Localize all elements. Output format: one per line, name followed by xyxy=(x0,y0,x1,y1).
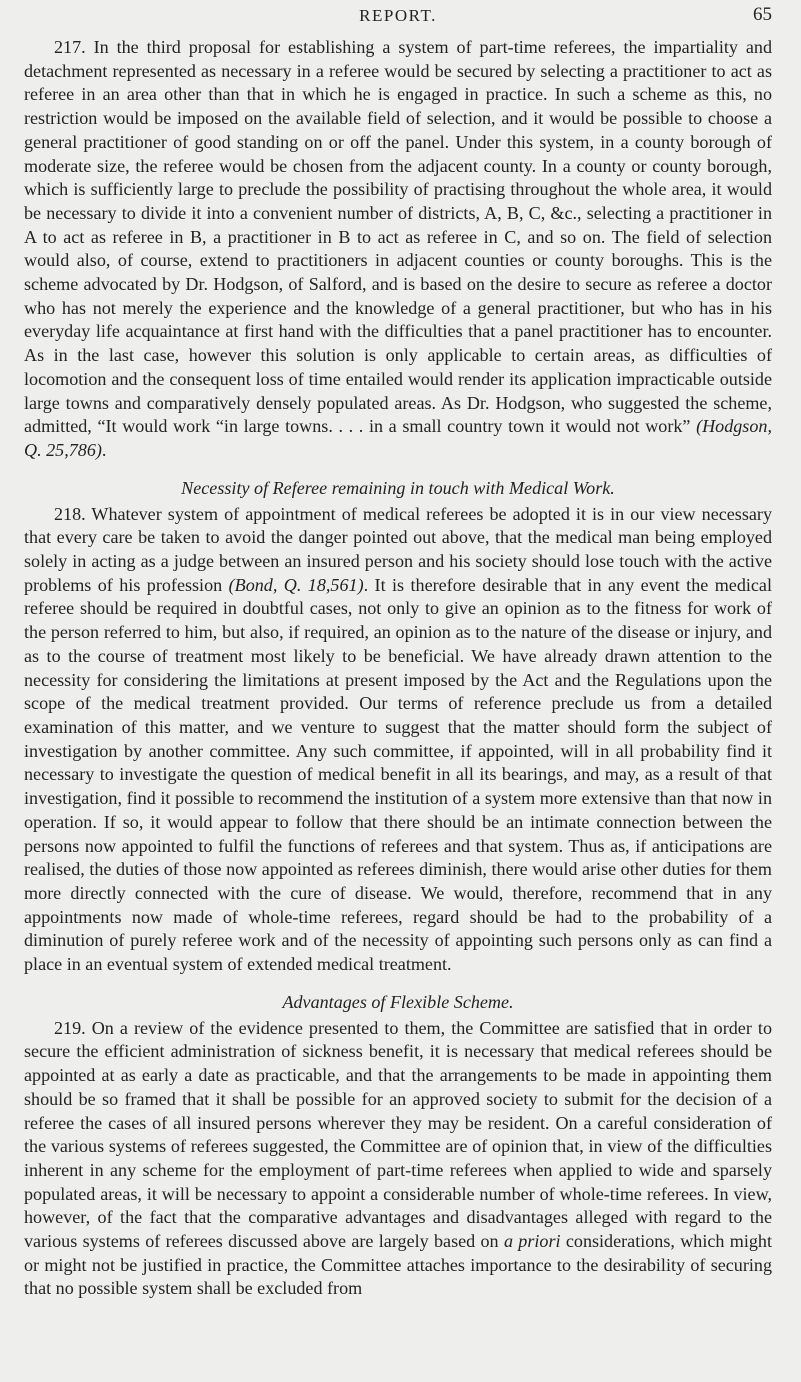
citation: (Hodgson, Q. 25,786) xyxy=(24,416,772,460)
paragraph-number: 219. xyxy=(54,1017,86,1038)
paragraph-218 xyxy=(24,503,772,977)
paragraph-tail: considerations, which might or might not be justified in practice, the Committee attaches importance to the desirability of securing that no possible system shall be excluded from xyxy=(24,1231,772,1299)
page-number: 65 xyxy=(753,4,772,25)
running-header-title: REPORT. xyxy=(359,6,437,25)
paragraph-body: On a review of the evidence presented to them, the Committee are satisfied that in order to secure the efficient administration of sickness benefit, it is necessary that medical referees should be appointed at as early a date as practicable, and that the arrangements to be made in appointing them should be so framed that it shall be possible for an approved society to submit for the decision of a referee the cases of all insured persons wherever they may be resident. On a careful consideration of the various systems of referees suggested, the Committee are of opinion that, in view of the difficulties inherent in any scheme for the employment of part-time referees when applied to wide and sparsely populated areas, it will be necessary to appoint a considerable number of whole-time referees. In view, however, of the fact that the comparative advantages and disadvantages alleged with regard to the various systems of referees discussed above are largely based on xyxy=(24,1017,772,1252)
section-heading: Advantages of Flexible Scheme. xyxy=(282,991,514,1012)
paragraph-tail: . xyxy=(101,439,107,460)
citation: a priori xyxy=(503,1231,561,1252)
paragraph-number: 217. xyxy=(54,37,86,57)
paragraph-body: In the third proposal for establishing a system of part-time referees, the impartiality and detachment represented as necessary in a referee would be secured by selecting a practitioner to act as referee in an area other than that in which he is engaged in practice. In such a scheme as this, no restriction would be imposed on the available field of selection, and it would be possible to choose a general practitioner of good standing on or off the panel. Under this system, in a county borough of moderate size, the referee would be chosen from the adjacent county. In a county or county borough, which is sufficiently large to preclude the possibility of practising throughout the whole area, it would be necessary to divide it into a convenient number of districts, A, B, C, &c., selecting a practitioner in A to act as referee in B, a practitioner in B to act as referee in C, and so on. The field of selection would also, of course, extend to practitioners in adjacent counties or county boroughs. This is the scheme advocated by Dr. Hodgson, of Salford, and is based on the desire to secure as referee a doctor who has not merely the experience and the knowledge of a general practitioner, but who has in his everyday life acquaintance at first hand with the difficulties that a panel practitioner has to encounter. As in the last case, however this solution is only applicable to certain areas, as difficulties of locomotion and the consequent loss of time entailed would render its application impracticable outside large towns and comparatively densely populated areas. As Dr. Hodgson, who suggested the scheme, admitted, “It would work “in large towns. . . . in a small country town it would not work” xyxy=(24,37,772,437)
citation: (Bond, Q. 18,561) xyxy=(228,574,364,595)
section-heading: Necessity of Referee remaining in touch with Medical Work. xyxy=(181,477,615,498)
paragraph-219 xyxy=(24,1017,772,1301)
paragraph-tail: . It is therefore desirable that in any event the medical referee should be required in doubtful cases, not only to give an opinion as to the fitness for work of the person referred to him, but also, if required, an opinion as to the nature of the disease or injury, and as to the course of treatment most likely to be beneficial. We have already drawn attention to the necessity for considering the limitations at present imposed by the Act and the Regulations upon the scope of the medical treatment provided. Our terms of reference preclude us from a detailed examination of this matter, and we venture to suggest that the matter should form the subject of investigation by another committee. Any such committee, if appointed, will in all probability find it necessary to investigate the question of medical benefit in all its bearings, and may, as a result of that investigation, find it possible to recommend the institution of a system more extensive than that now in operation. If so, it would appear to follow that there should be an intimate connection between the persons now appointed to fulfil the functions of referees and that system. Thus as, if anticipations are realised, the duties of those now appointed as referees diminish, there would arise other duties for them more directly connected with the cure of disease. We would, therefore, recommend that in any appointments now made of whole-time referees, regard should be had to the probability of a diminution of purely referee work and of the necessity of appointing such persons only as can find a place in an eventual system of extended medical treatment. xyxy=(24,574,772,975)
running-header xyxy=(24,0,772,36)
paragraph-217 xyxy=(24,36,772,463)
paragraph-body: Whatever system of appointment of medical referees be adopted it is in our view necessary that every care be taken to avoid the danger pointed out above, that the medical man being employed solely in acting as a judge between an insured person and his society should lose touch with the active problems of his profession xyxy=(24,503,772,595)
paragraph-number: 218. xyxy=(54,503,86,524)
